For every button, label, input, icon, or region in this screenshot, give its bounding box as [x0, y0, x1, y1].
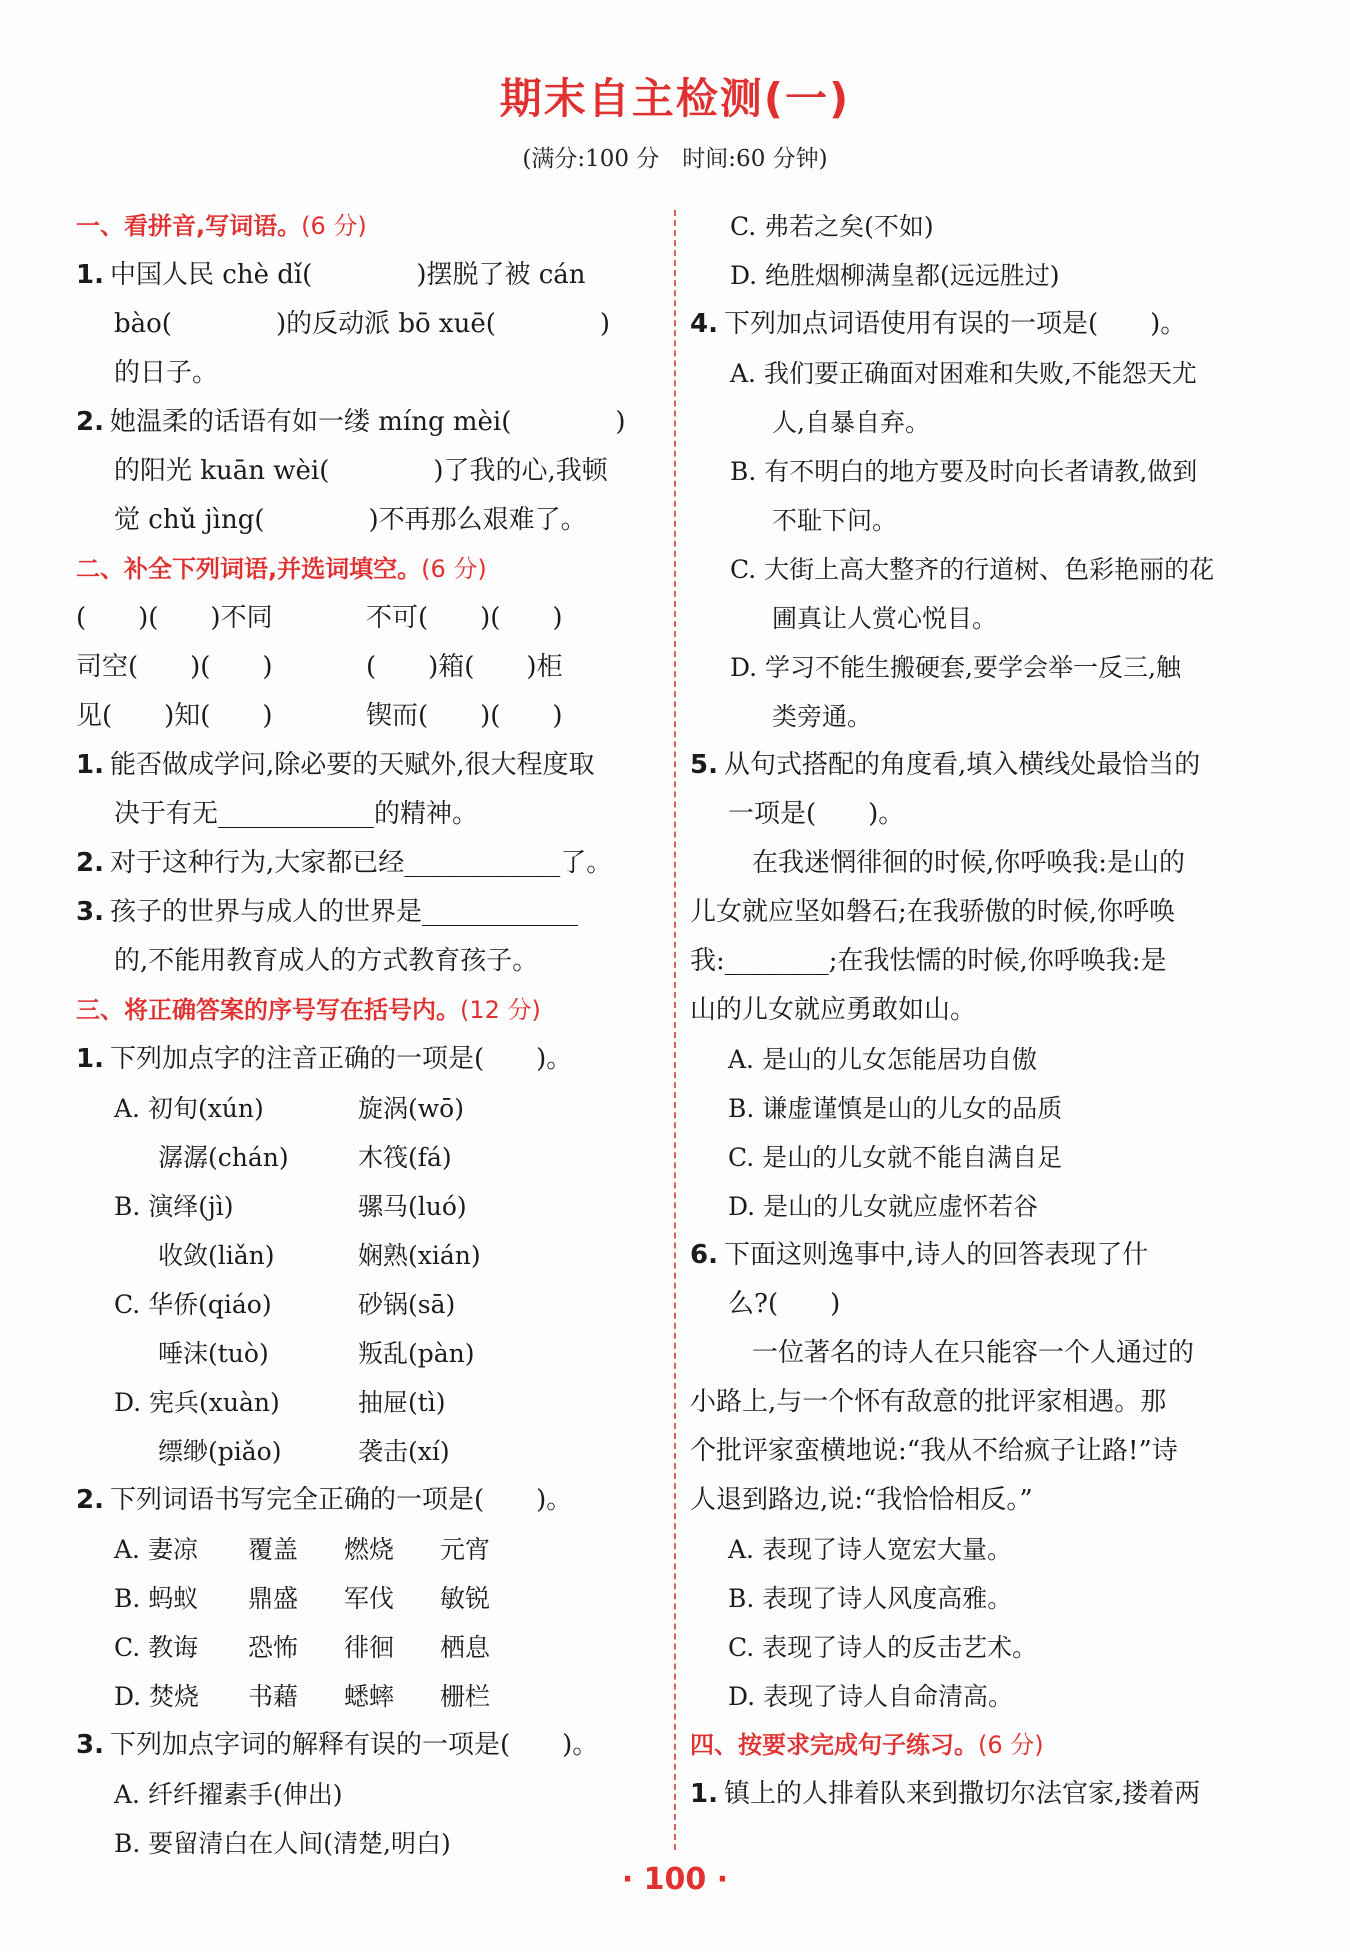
idiom-blank: 不可( )( ): [366, 603, 563, 633]
question-text: 中国人民 chè dǐ( )摆脱了被 cán: [110, 260, 586, 290]
mc-1-option-d-line-2: [76, 1427, 654, 1476]
mc-1-option-a-line-1: [76, 1084, 654, 1133]
question-text: 下面这则逸事中,诗人的回答表现了什: [724, 1240, 1149, 1270]
mc-1-option-b-line-2: [76, 1231, 654, 1280]
fill-3-line-2: 的,不能用教育成人的方式教育孩子。: [114, 946, 539, 976]
question-number: 1.: [76, 1044, 104, 1074]
section-title: 三、将正确答案的序号写在括号内。: [76, 996, 460, 1024]
option-word: 敏锐: [440, 1584, 491, 1613]
mc-5-passage-line-1: 在我迷惘徘徊的时候,你呼唤我:是山的: [752, 848, 1186, 878]
fill-1-line-1: [76, 741, 654, 790]
idiom-blank: 司空( )( ): [76, 652, 273, 682]
mc-6-option-d: D. 表现了诗人自命清高。: [728, 1682, 1014, 1711]
section-3-heading: [76, 986, 654, 1035]
question-text: 能否做成学问,除必要的天赋外,很大程度取: [110, 750, 595, 780]
option-text: 潺潺(chán): [158, 1143, 289, 1172]
question-number: 1.: [76, 260, 104, 290]
option-text: C. 华侨(qiáo): [114, 1290, 272, 1319]
section-points: (6 分): [978, 1731, 1044, 1759]
question-number: 6.: [690, 1240, 718, 1270]
mc-4-option-a-line-2: 人,自暴自弃。: [772, 408, 930, 437]
mc-6-passage-line-1: 一位著名的诗人在只能容一个人通过的: [752, 1338, 1195, 1368]
exam-info: (满分:100 分 时间:60 分钟): [522, 146, 828, 172]
mc-4-option-d-line-2: 类旁通。: [772, 702, 873, 731]
mc-4-stem: [690, 300, 1272, 349]
option-word: 鼎盛: [248, 1584, 299, 1613]
mc-5-stem-line-1: [690, 741, 1272, 790]
section-points: (6 分): [421, 555, 487, 583]
mc-6-option-b: B. 表现了诗人风度高雅。: [728, 1584, 1013, 1613]
mc-6-option-c: C. 表现了诗人的反击艺术。: [728, 1633, 1038, 1662]
sentence-1-line-1: [690, 1770, 1272, 1819]
question-text: 孩子的世界与成人的世界是____________: [110, 897, 579, 927]
question-number: 1.: [690, 1779, 718, 1809]
page-title: 期末自主检测(一): [499, 74, 851, 123]
mc-3-option-a: A. 纤纤擢素手(伸出): [114, 1780, 343, 1809]
question-text: 下列加点字词的解释有误的一项是( )。: [110, 1730, 599, 1760]
option-text: B. 演绎(jì): [114, 1192, 234, 1221]
question-1-line-1: [76, 251, 654, 300]
question-2-line-2: 的阳光 kuān wèi( )了我的心,我顿: [114, 456, 608, 486]
mc-3-stem: [76, 1721, 654, 1770]
section-points: (12 分): [460, 996, 541, 1024]
left-column: [76, 202, 654, 1868]
mc-5-option-b: B. 谦虚谨慎是山的儿女的品质: [728, 1094, 1063, 1123]
option-text: A. 初旬(xún): [114, 1094, 264, 1123]
option-text: 抽屉(tì): [358, 1388, 446, 1417]
mc-2-option-b: [76, 1574, 654, 1623]
option-word: 栅栏: [440, 1682, 491, 1711]
option-word: B. 蚂蚁: [114, 1584, 199, 1613]
option-text: 木筏(fá): [358, 1143, 452, 1172]
mc-1-option-c-line-2: [76, 1329, 654, 1378]
option-word: 覆盖: [248, 1535, 299, 1564]
mc-3-option-d: D. 绝胜烟柳满皇都(远远胜过): [730, 261, 1060, 290]
mc-5-passage-line-4: 山的儿女就应勇敢如山。: [690, 995, 977, 1025]
mc-4-option-a-line-1: A. 我们要正确面对困难和失败,不能怨天尤: [730, 359, 1197, 388]
option-word: 栖息: [440, 1633, 491, 1662]
section-2-heading: [76, 545, 654, 594]
mc-6-passage-line-2: 小路上,与一个怀有敌意的批评家相遇。那: [690, 1387, 1167, 1417]
mc-6-stem-line-1: [690, 1231, 1272, 1280]
mc-1-stem: [76, 1035, 654, 1084]
mc-5-option-d: D. 是山的儿女就应虚怀若谷: [728, 1192, 1039, 1221]
mc-4-option-d-line-1: D. 学习不能生搬硬套,要学会举一反三,触: [730, 653, 1181, 682]
mc-1-option-a-line-2: [76, 1133, 654, 1182]
option-text: D. 宪兵(xuàn): [114, 1388, 280, 1417]
section-title: 四、按要求完成句子练习。: [690, 1731, 978, 1759]
mc-2-stem: [76, 1476, 654, 1525]
mc-5-option-c: C. 是山的儿女就不能自满自足: [728, 1143, 1063, 1172]
question-text: 下列加点字的注音正确的一项是( )。: [110, 1044, 573, 1074]
option-text: 砂锅(sā): [358, 1290, 456, 1319]
fill-3-line-1: [76, 888, 654, 937]
question-text: 下列词语书写完全正确的一项是( )。: [110, 1485, 573, 1515]
mc-2-option-c: [76, 1623, 654, 1672]
question-number: 1.: [76, 750, 104, 780]
fill-1-line-2: 决于有无____________的精神。: [114, 799, 479, 829]
question-1-line-2: bào( )的反动派 bō xuē( ): [114, 309, 610, 339]
question-text: 镇上的人排着队来到撒切尔法官家,搂着两: [724, 1779, 1201, 1809]
option-word: 蟋蟀: [344, 1682, 395, 1711]
option-text: 叛乱(pàn): [358, 1339, 475, 1368]
option-text: 袭击(xí): [358, 1437, 450, 1466]
mc-3-option-c: C. 弗若之矣(不如): [730, 212, 934, 241]
mc-4-option-c-line-2: 圃真让人赏心悦目。: [772, 604, 998, 633]
question-text: 下列加点词语使用有误的一项是( )。: [724, 309, 1187, 339]
option-word: C. 教诲: [114, 1633, 199, 1662]
fill-2-line-1: [76, 839, 654, 888]
question-2-line-3: 觉 chǔ jìng( )不再那么艰难了。: [114, 505, 587, 535]
mc-4-option-b-line-2: 不耻下问。: [772, 506, 898, 535]
section-title: 二、补全下列词语,并选词填空。: [76, 555, 422, 583]
option-text: 娴熟(xián): [358, 1241, 481, 1270]
mc-1-option-b-line-1: [76, 1182, 654, 1231]
question-number: 2.: [76, 407, 104, 437]
mc-2-option-d: [76, 1672, 654, 1721]
section-title: 一、看拼音,写词语。: [76, 212, 302, 240]
question-number: 5.: [690, 750, 718, 780]
page-number: · 100 ·: [621, 1862, 729, 1897]
idiom-blank: 锲而( )( ): [366, 701, 563, 731]
right-column: [690, 202, 1272, 1819]
mc-1-option-d-line-1: [76, 1378, 654, 1427]
section-1-heading: [76, 202, 654, 251]
question-text: 从句式搭配的角度看,填入横线处最恰当的: [724, 750, 1201, 780]
mc-6-passage-line-4: 人退到路边,说:“我恰恰相反。”: [690, 1485, 1033, 1515]
section-points: (6 分): [301, 212, 367, 240]
question-text: 她温柔的话语有如一缕 míng mèi( ): [110, 407, 626, 437]
option-text: 缥缈(piǎo): [158, 1437, 282, 1466]
idiom-blank: 见( )知( ): [76, 701, 273, 731]
option-word: 徘徊: [344, 1633, 395, 1662]
option-text: 收敛(liǎn): [158, 1241, 275, 1270]
question-number: 2.: [76, 848, 104, 878]
question-text: 对于这种行为,大家都已经____________了。: [110, 848, 613, 878]
option-word: 燃烧: [344, 1535, 395, 1564]
mc-3-option-b: B. 要留清白在人间(清楚,明白): [114, 1829, 451, 1858]
mc-5-passage-line-2: 儿女就应坚如磐石;在我骄傲的时候,你呼唤: [690, 897, 1176, 927]
question-number: 4.: [690, 309, 718, 339]
mc-4-option-b-line-1: B. 有不明白的地方要及时向长者请教,做到: [730, 457, 1198, 486]
idiom-blank: ( )箱( )柜: [366, 652, 563, 682]
idiom-row-1: [76, 594, 654, 643]
option-word: A. 妻凉: [114, 1535, 198, 1564]
option-word: 军伐: [344, 1584, 395, 1613]
mc-6-option-a: A. 表现了诗人宽宏大量。: [728, 1535, 1012, 1564]
option-word: 恐怖: [248, 1633, 299, 1662]
question-number: 3.: [76, 897, 104, 927]
question-2-line-1: [76, 398, 654, 447]
mc-6-passage-line-3: 个批评家蛮横地说:“我从不给疯子让路!”诗: [690, 1436, 1178, 1466]
mc-2-option-a: [76, 1525, 654, 1574]
idiom-row-2: [76, 643, 654, 692]
mc-4-option-c-line-1: C. 大街上高大整齐的行道树、色彩艳丽的花: [730, 555, 1215, 584]
option-text: 唾沫(tuò): [158, 1339, 269, 1368]
mc-5-stem-line-2: 一项是( )。: [728, 799, 905, 829]
mc-1-option-c-line-1: [76, 1280, 654, 1329]
option-word: 书藉: [248, 1682, 299, 1711]
option-word: 元宵: [440, 1535, 491, 1564]
section-4-heading: [690, 1721, 1272, 1770]
option-text: 骡马(luó): [358, 1192, 467, 1221]
mc-6-stem-line-2: 么?( ): [728, 1289, 841, 1319]
question-1-line-3: 的日子。: [114, 358, 219, 388]
idiom-row-3: [76, 692, 654, 741]
mc-5-option-a: A. 是山的儿女怎能居功自傲: [728, 1045, 1037, 1074]
option-text: 旋涡(wō): [358, 1094, 464, 1123]
option-word: D. 焚烧: [114, 1682, 200, 1711]
question-number: 2.: [76, 1485, 104, 1515]
question-number: 3.: [76, 1730, 104, 1760]
mc-5-passage-line-3: 我:________;在我怯懦的时候,你呼唤我:是: [690, 946, 1167, 976]
column-divider: [674, 210, 676, 1850]
idiom-blank: ( )( )不同: [76, 603, 273, 633]
